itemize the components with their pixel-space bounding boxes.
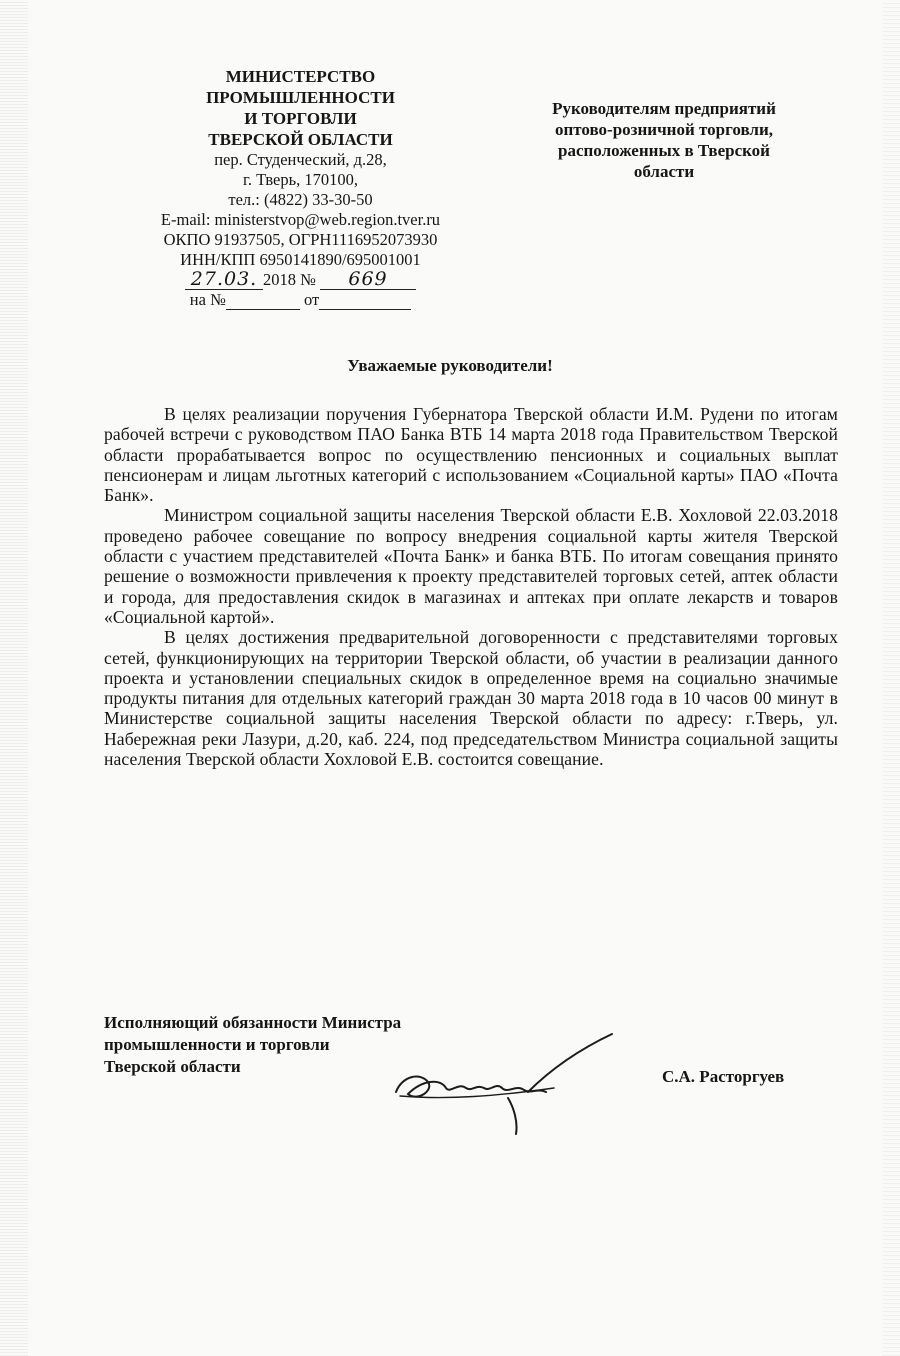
outgoing-date-number [128,270,473,290]
paragraph-1: В целях реализации поручения Губернатора Тверской области И.М. Рудени по итогам рабочей встречи с руководством ПАО Банка ВТБ 14 марта 2018 года Правительством Тверской области прорабатывается вопрос по осуществлению пенсионных и социальных выплат пенсионерам и лицам льготных категорий с использованием «Социальной карты» ПАО «Почта Банк». [104,404,838,506]
ref-na-label: на № [189,290,226,309]
sender-inn: ИНН/КПП 6950141890/695001001 [180,250,421,269]
signatory-title-line-3: Тверской области [104,1057,241,1076]
paragraph-3: В целях достижения предварительной договоренности с представителями торговых сетей, функционирующих на территории Тверской области, об участии в реализации данного проекта и установлении специальных скидок в определенное время на социально значимые продукты питания для отдельных категорий граждан 30 марта 2018 года в 10 часов 00 минут в Министерстве социальной защиты населения Тверской области по адресу: г.Тверь, ул. Набережная реки Лазури, д.20, каб. 224, под председательством Министра социальной защиты населения Тверской области Хохловой Е.В. состоится совещание. [104,627,838,770]
incoming-reference [128,290,473,310]
sender-phone: тел.: (4822) 33-30-50 [228,190,373,209]
ref-na-blank [226,290,300,310]
handwritten-signature [388,1030,618,1140]
paragraph-2: Министром социальной защиты населения Тверской области Е.В. Хохловой 22.03.2018 проведено рабочее совещание по вопросу внедрения социальной карты жителя Тверской области с участием представителей «Почта Банк» и банка ВТБ. По итогам совещания принято решение о возможности привлечения к проекту представителей торговых сетей, аптек области и города, для предоставления скидок в магазинах и аптеках при оплате лекарств и товаров «Социальной картой». [104,505,838,627]
recipient-line-2: оптово-розничной торговли, [554,120,774,139]
sender-block [128,66,473,310]
sender-city: г. Тверь, 170100, [242,170,359,189]
sender-email: E-mail: ministerstvop@web.region.tver.ru [160,210,441,229]
recipient-line-3: расположенных в Тверской [558,141,770,160]
signatory-title-line-1: Исполняющий обязанности Министра [104,1013,402,1032]
org-name-line-3: И ТОРГОВЛИ [244,109,357,128]
signatory-title-line-2: промышленности и торговли [104,1035,330,1054]
recipient-line-1: Руководителям предприятий [552,99,776,118]
scan-noise-right [882,0,900,1356]
ref-ot-label: от [303,290,320,309]
sender-okpo: ОКПО 91937505, ОГРН1116952073930 [163,230,438,249]
recipient-line-4: области [633,162,695,181]
recipient-block [508,98,820,182]
handwritten-number: 669 [320,270,416,290]
org-name-line-1: МИНИСТЕРСТВО [225,67,376,86]
org-name-line-2: ПРОМЫШЛЕННОСТИ [206,88,395,107]
handwritten-date: 27.03. [185,270,263,290]
sender-address: пер. Студенческий, д.28, [214,150,387,169]
signatory-name: С.А. Расторгуев [662,1067,785,1086]
org-name-line-4: ТВЕРСКОЙ ОБЛАСТИ [208,130,393,149]
ref-ot-blank [319,290,411,310]
greeting: Уважаемые руководители! [347,356,553,375]
letter-body [104,404,838,769]
outgoing-year-label: 2018 № [263,270,316,289]
scan-noise-left [0,0,28,1356]
